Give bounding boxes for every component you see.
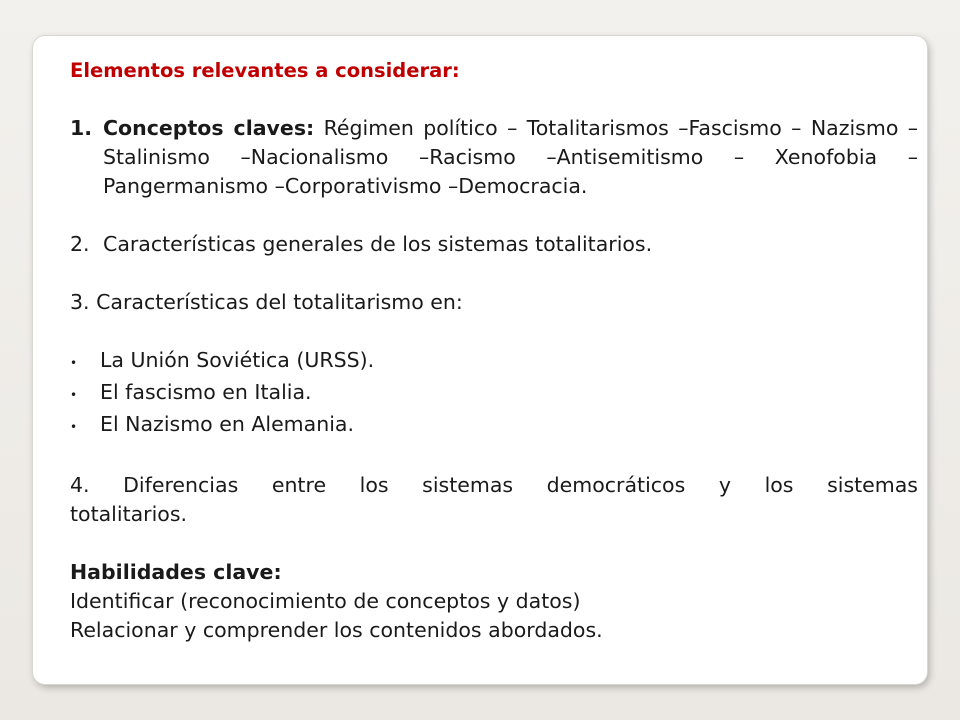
list-item-body (103, 114, 918, 201)
bullet-text: El Nazismo en Alemania. (100, 412, 354, 436)
concepts-text: Régimen político – Totalitarismos –Fascismo – Nazismo –Stalinismo –Nacionalismo –Racismo –Antisemitismo – Xenofobia –Pangermanismo –Corporativismo –Democracia. (103, 116, 918, 198)
totalitarianism-intro: 3. Características del totalitarismo en: (70, 290, 463, 314)
list-item-characteristics (70, 230, 918, 259)
list-number: 1. (70, 116, 93, 140)
spacer (70, 317, 918, 346)
bullet-icon: • (70, 388, 78, 402)
differences-line-2: totalitarios. (70, 502, 188, 526)
skills-title: Habilidades clave: (70, 560, 282, 584)
spacer (70, 529, 918, 558)
skills-line-1: Identificar (reconocimiento de conceptos y datos) (70, 589, 581, 613)
spacer (70, 201, 918, 230)
list-item (70, 346, 918, 378)
spacer (70, 85, 918, 114)
bullet-text: El fascismo en Italia. (100, 380, 312, 404)
skills-line-2: Relacionar y comprender los contenidos abordados. (70, 618, 603, 642)
bullet-text: La Unión Soviética (URSS). (100, 348, 375, 372)
differences-line-1: 4. Diferencias entre los sistemas democráticos y los sistemas (70, 473, 918, 497)
spacer (70, 259, 918, 288)
bullet-icon: • (70, 420, 78, 434)
spacer (70, 442, 918, 471)
concepts-label: Conceptos claves: (103, 116, 315, 140)
content-card (33, 36, 927, 684)
list-number: 2. (70, 232, 90, 256)
list-item (70, 378, 918, 410)
bullet-icon: • (70, 356, 78, 370)
list-item (70, 410, 918, 442)
bullet-list (70, 346, 918, 442)
section-heading: Elementos relevantes a considerar: (70, 59, 460, 82)
characteristics-text: Características generales de los sistemas totalitarios. (103, 232, 653, 256)
slide-content (70, 56, 918, 645)
list-item-concepts (70, 114, 918, 201)
